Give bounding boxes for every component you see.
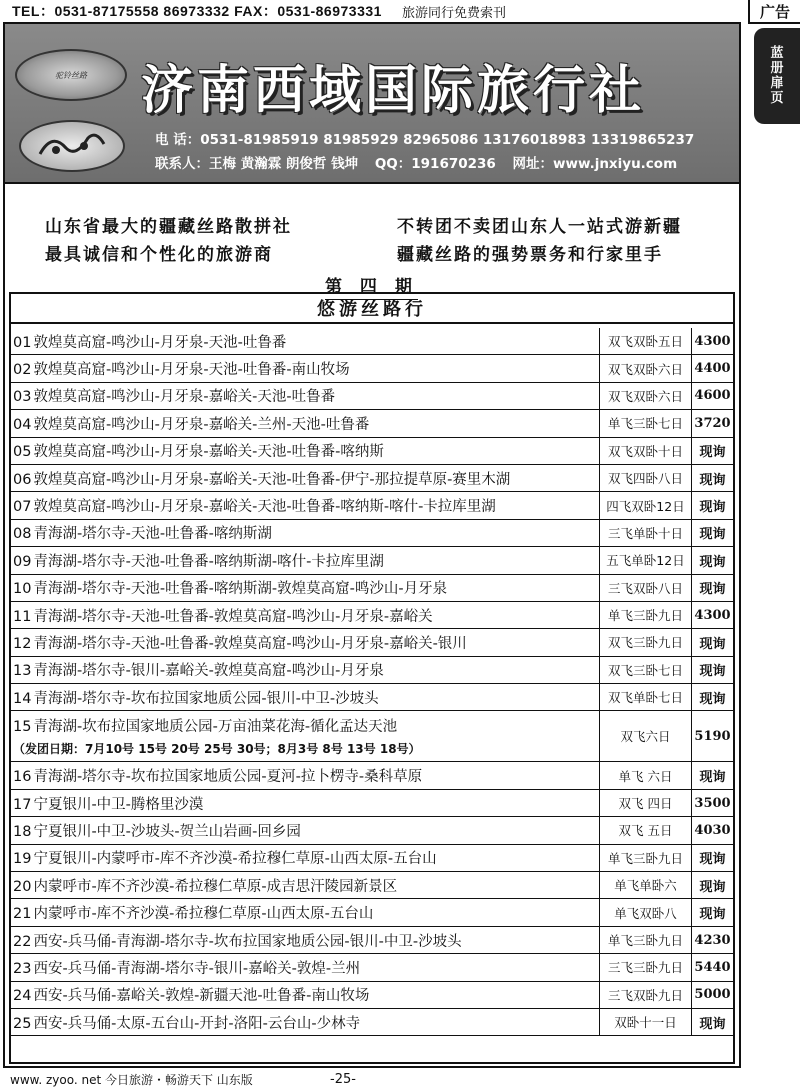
phone-numbers: 电 话：0531-81985919 81985929 82965086 13176018983 13319865237: [155, 132, 695, 148]
route-number: 05: [13, 444, 32, 461]
table-row[interactable]: [11, 383, 733, 410]
route-name: 西安-兵马俑-青海湖-塔尔寺-银川-嘉峪关-敦煌-兰州: [33, 960, 361, 977]
route-name: 敦煌莫高窟-鸣沙山-月牙泉-嘉峪关-天池-吐鲁番-喀纳斯: [33, 444, 384, 461]
route-number: 13: [13, 663, 32, 680]
route-number: 04: [13, 416, 32, 433]
route-cell: [11, 577, 599, 598]
price: 4300: [691, 602, 733, 628]
route-name: 西安-兵马俑-青海湖-塔尔寺-坎布拉国家地质公园-银川-中卫-沙坡头: [33, 933, 462, 950]
transport-type: 单飞三卧九日: [599, 927, 691, 953]
route-name: 青海湖-塔尔寺-银川-嘉峪关-敦煌莫高窟-鸣沙山-月牙泉: [33, 663, 384, 680]
route-cell: [11, 440, 599, 461]
route-cell: [11, 385, 599, 406]
table-row[interactable]: [11, 899, 733, 926]
route-name: 敦煌莫高窟-鸣沙山-月牙泉-嘉峪关-天池-吐鲁番-喀纳斯-喀什-卡拉库里湖: [33, 499, 496, 516]
price: 4400: [691, 355, 733, 381]
slogan: 疆藏丝路的强势票务和行家里手: [397, 245, 663, 265]
transport-type: 双飞单卧七日: [599, 684, 691, 710]
price: 现询: [691, 872, 733, 898]
transport-type: 单飞三卧九日: [599, 602, 691, 628]
route-name: 青海湖-塔尔寺-天池-吐鲁番-敦煌莫高窟-鸣沙山-月牙泉-嘉峪关: [33, 608, 433, 625]
price: 5440: [691, 954, 733, 980]
transport-type: 双飞双卧六日: [599, 383, 691, 409]
transport-type: 四飞双卧12日: [599, 492, 691, 518]
table-row[interactable]: [11, 575, 733, 602]
transport-type: 单飞三卧九日: [599, 845, 691, 871]
table-row[interactable]: [11, 492, 733, 519]
price: 4300: [691, 328, 733, 354]
route-name: 宁夏银川-内蒙呼市-库不齐沙漠-希拉穆仁草原-山西太原-五台山: [33, 851, 437, 868]
footer-url: www. zyoo. net 今日旅游・畅游天下 山东版: [10, 1072, 253, 1087]
table-row[interactable]: [11, 790, 733, 817]
transport-type: 五飞单卧12日: [599, 547, 691, 573]
price: 现询: [691, 899, 733, 925]
phone-line: [155, 128, 706, 148]
route-name: 内蒙呼市-库不齐沙漠-希拉穆仁草原-山西太原-五台山: [33, 906, 374, 923]
route-name: 青海湖-塔尔寺-天池-吐鲁番-喀纳斯湖: [33, 526, 272, 543]
table-row[interactable]: [11, 657, 733, 684]
route-cell: [11, 632, 599, 653]
route-number: 03: [13, 389, 32, 406]
route-name: 青海湖-塔尔寺-坎布拉国家地质公园-银川-中卫-沙坡头: [33, 690, 379, 707]
route-table: [9, 292, 735, 1064]
transport-type: 单飞双卧八: [599, 899, 691, 925]
table-row[interactable]: [11, 845, 733, 872]
contact-persons: 联系人：王梅 黄瀚霖 朗俊哲 钱坤: [155, 156, 359, 172]
table-row[interactable]: [11, 438, 733, 465]
route-name: 青海湖-塔尔寺-天池-吐鲁番-喀纳斯湖-喀什-卡拉库里湖: [33, 553, 384, 570]
table-row[interactable]: [11, 927, 733, 954]
transport-type: 三飞双卧八日: [599, 575, 691, 601]
blue-book-tab[interactable]: [754, 28, 800, 124]
transport-type: 单飞 六日: [599, 762, 691, 788]
price: 现询: [691, 1009, 733, 1035]
transport-type: 三飞三卧九日: [599, 954, 691, 980]
route-cell: [11, 468, 599, 489]
tab-char: 扉: [770, 76, 784, 91]
route-cell: [11, 793, 599, 814]
route-cell: [11, 331, 599, 352]
route-name: 西安-兵马俑-太原-五台山-开封-洛阳-云台山-少林寺: [33, 1015, 361, 1032]
route-cell: [11, 550, 599, 571]
transport-type: 双飞四卧八日: [599, 465, 691, 491]
price: 4030: [691, 817, 733, 843]
slogan: 最具诚信和个性化的旅游商: [45, 245, 273, 265]
ad-label: 广告: [748, 0, 800, 24]
table-row[interactable]: [11, 684, 733, 711]
price: 3500: [691, 790, 733, 816]
ad-frame: [3, 22, 741, 1068]
route-name: 敦煌莫高窟-鸣沙山-月牙泉-嘉峪关-天池-吐鲁番: [33, 389, 336, 406]
qq-number: QQ：191670236: [374, 156, 496, 172]
route-name: 敦煌莫高窟-鸣沙山-月牙泉-天池-吐鲁番: [33, 334, 287, 351]
route-cell: [11, 984, 599, 1005]
table-row[interactable]: [11, 762, 733, 789]
table-row[interactable]: [11, 520, 733, 547]
route-number: 10: [13, 581, 32, 598]
agency-header: [5, 24, 739, 184]
route-name: 敦煌莫高窟-鸣沙山-月牙泉-嘉峪关-天池-吐鲁番-伊宁-那拉提草原-赛里木湖: [33, 471, 511, 488]
price: 现询: [691, 520, 733, 546]
route-name: 青海湖-塔尔寺-坎布拉国家地质公园-夏河-拉卜楞寺-桑科草原: [33, 769, 423, 786]
route-number: 12: [13, 635, 32, 652]
agency-emblem-icon: [19, 120, 125, 172]
route-rows: [11, 328, 733, 1036]
table-row[interactable]: [11, 872, 733, 899]
route-number: 06: [13, 471, 32, 488]
agency-name: 济南西域国际旅行社: [141, 60, 646, 121]
route-name: 宁夏银川-中卫-腾格里沙漠: [33, 796, 204, 813]
transport-type: 双飞三卧七日: [599, 657, 691, 683]
top-bar: [0, 0, 800, 22]
route-number: 15: [13, 719, 32, 736]
route-name: 西安-兵马俑-嘉峪关-敦煌-新疆天池-吐鲁番-南山牧场: [33, 988, 370, 1005]
route-number: 08: [13, 526, 32, 543]
route-name: 内蒙呼市-库不齐沙漠-希拉穆仁草原-成吉思汗陵园新景区: [33, 878, 398, 895]
price: 现询: [691, 492, 733, 518]
route-number: 20: [13, 878, 32, 895]
top-contact: TEL：0531-87175558 86973332 FAX：0531-86973331: [12, 3, 382, 19]
price: 3720: [691, 410, 733, 436]
route-name: 青海湖-坎布拉国家地质公园-万亩油菜花海-循化孟达天池: [33, 719, 398, 736]
route-number: 09: [13, 553, 32, 570]
price: 现询: [691, 684, 733, 710]
transport-type: 双飞六日: [599, 711, 691, 761]
table-row[interactable]: [11, 982, 733, 1009]
route-number: 22: [13, 933, 32, 950]
route-cell: [11, 495, 599, 516]
route-number: 17: [13, 796, 32, 813]
slogan: 山东省最大的疆藏丝路散拼社: [45, 217, 292, 237]
route-number: 18: [13, 823, 32, 840]
table-row[interactable]: [11, 954, 733, 981]
table-row[interactable]: [11, 711, 733, 762]
route-cell: [11, 957, 599, 978]
page-number: -25-: [330, 1071, 356, 1087]
price: 现询: [691, 762, 733, 788]
table-row[interactable]: [11, 817, 733, 844]
tab-char: 页: [770, 91, 784, 106]
transport-type: 双飞三卧九日: [599, 629, 691, 655]
route-cell: [11, 522, 599, 543]
route-number: 21: [13, 906, 32, 923]
route-cell: [11, 930, 599, 951]
page-footer: [0, 1070, 800, 1088]
route-number: 14: [13, 690, 32, 707]
table-row[interactable]: [11, 465, 733, 492]
transport-type: 双飞 五日: [599, 817, 691, 843]
route-number: 07: [13, 499, 32, 516]
route-number: 24: [13, 988, 32, 1005]
route-cell: [11, 659, 599, 680]
price: 4230: [691, 927, 733, 953]
route-cell: [11, 875, 599, 896]
route-cell: [11, 765, 599, 786]
departure-dates: （发团日期：7月10号 15号 20号 25号 30号；8月3号 8号 13号 18号）: [13, 742, 421, 757]
website[interactable]: 网址：www.jnxiyu.com: [512, 156, 678, 172]
route-cell: [11, 820, 599, 841]
route-name: 宁夏银川-中卫-沙坡头-贺兰山岩画-回乡园: [33, 823, 301, 840]
route-name: 敦煌莫高窟-鸣沙山-月牙泉-天池-吐鲁番-南山牧场: [33, 362, 350, 379]
route-cell: [11, 847, 599, 868]
price: 现询: [691, 438, 733, 464]
camel-logo: [15, 49, 127, 101]
route-cell: [11, 605, 599, 626]
tab-char: 蓝: [770, 46, 784, 61]
transport-type: 单飞单卧六: [599, 872, 691, 898]
free-catalog-note: 旅游同行免费索刊: [401, 5, 506, 21]
table-title: 悠游丝路行: [11, 294, 733, 324]
route-name: 青海湖-塔尔寺-天池-吐鲁番-敦煌莫高窟-鸣沙山-月牙泉-嘉峪关-银川: [33, 635, 467, 652]
price: 4600: [691, 383, 733, 409]
route-cell: [11, 902, 599, 923]
table-row[interactable]: [11, 1009, 733, 1036]
price: 5000: [691, 982, 733, 1008]
logo-text: 驼铃丝路: [55, 70, 87, 80]
route-number: 02: [13, 362, 32, 379]
table-row[interactable]: [11, 602, 733, 629]
route-cell: [11, 715, 599, 757]
price: 现询: [691, 657, 733, 683]
price: 5190: [691, 711, 733, 761]
price: 现询: [691, 845, 733, 871]
issue-number: 第 四 期: [325, 272, 418, 300]
route-name: 青海湖-塔尔寺-天池-吐鲁番-喀纳斯湖-敦煌莫高窟-鸣沙山-月牙泉: [33, 581, 448, 598]
table-row[interactable]: [11, 629, 733, 656]
route-cell: [11, 413, 599, 434]
transport-type: 单飞三卧七日: [599, 410, 691, 436]
route-cell: [11, 687, 599, 708]
table-row[interactable]: [11, 355, 733, 382]
route-number: 16: [13, 769, 32, 786]
slogans: [5, 184, 739, 268]
transport-type: 双卧十一日: [599, 1009, 691, 1035]
tab-char: 册: [770, 61, 784, 76]
table-row[interactable]: [11, 547, 733, 574]
route-number: 23: [13, 960, 32, 977]
route-number: 01: [13, 334, 32, 351]
transport-type: 双飞双卧十日: [599, 438, 691, 464]
slogan: 不转团不卖团山东人一站式游新疆: [397, 217, 682, 237]
price: 现询: [691, 465, 733, 491]
route-cell: [11, 1012, 599, 1033]
transport-type: 双飞 四日: [599, 790, 691, 816]
route-number: 19: [13, 851, 32, 868]
transport-type: 双飞双卧六日: [599, 355, 691, 381]
route-number: 11: [13, 608, 32, 625]
route-cell: [11, 358, 599, 379]
transport-type: 三飞双卧九日: [599, 982, 691, 1008]
transport-type: 三飞单卧十日: [599, 520, 691, 546]
price: 现询: [691, 575, 733, 601]
transport-type: 双飞双卧五日: [599, 328, 691, 354]
table-row[interactable]: [11, 328, 733, 355]
price: 现询: [691, 629, 733, 655]
contact-line: [155, 152, 689, 172]
route-number: 25: [13, 1015, 32, 1032]
route-name: 敦煌莫高窟-鸣沙山-月牙泉-嘉峪关-兰州-天池-吐鲁番: [33, 416, 370, 433]
table-row[interactable]: [11, 410, 733, 437]
price: 现询: [691, 547, 733, 573]
